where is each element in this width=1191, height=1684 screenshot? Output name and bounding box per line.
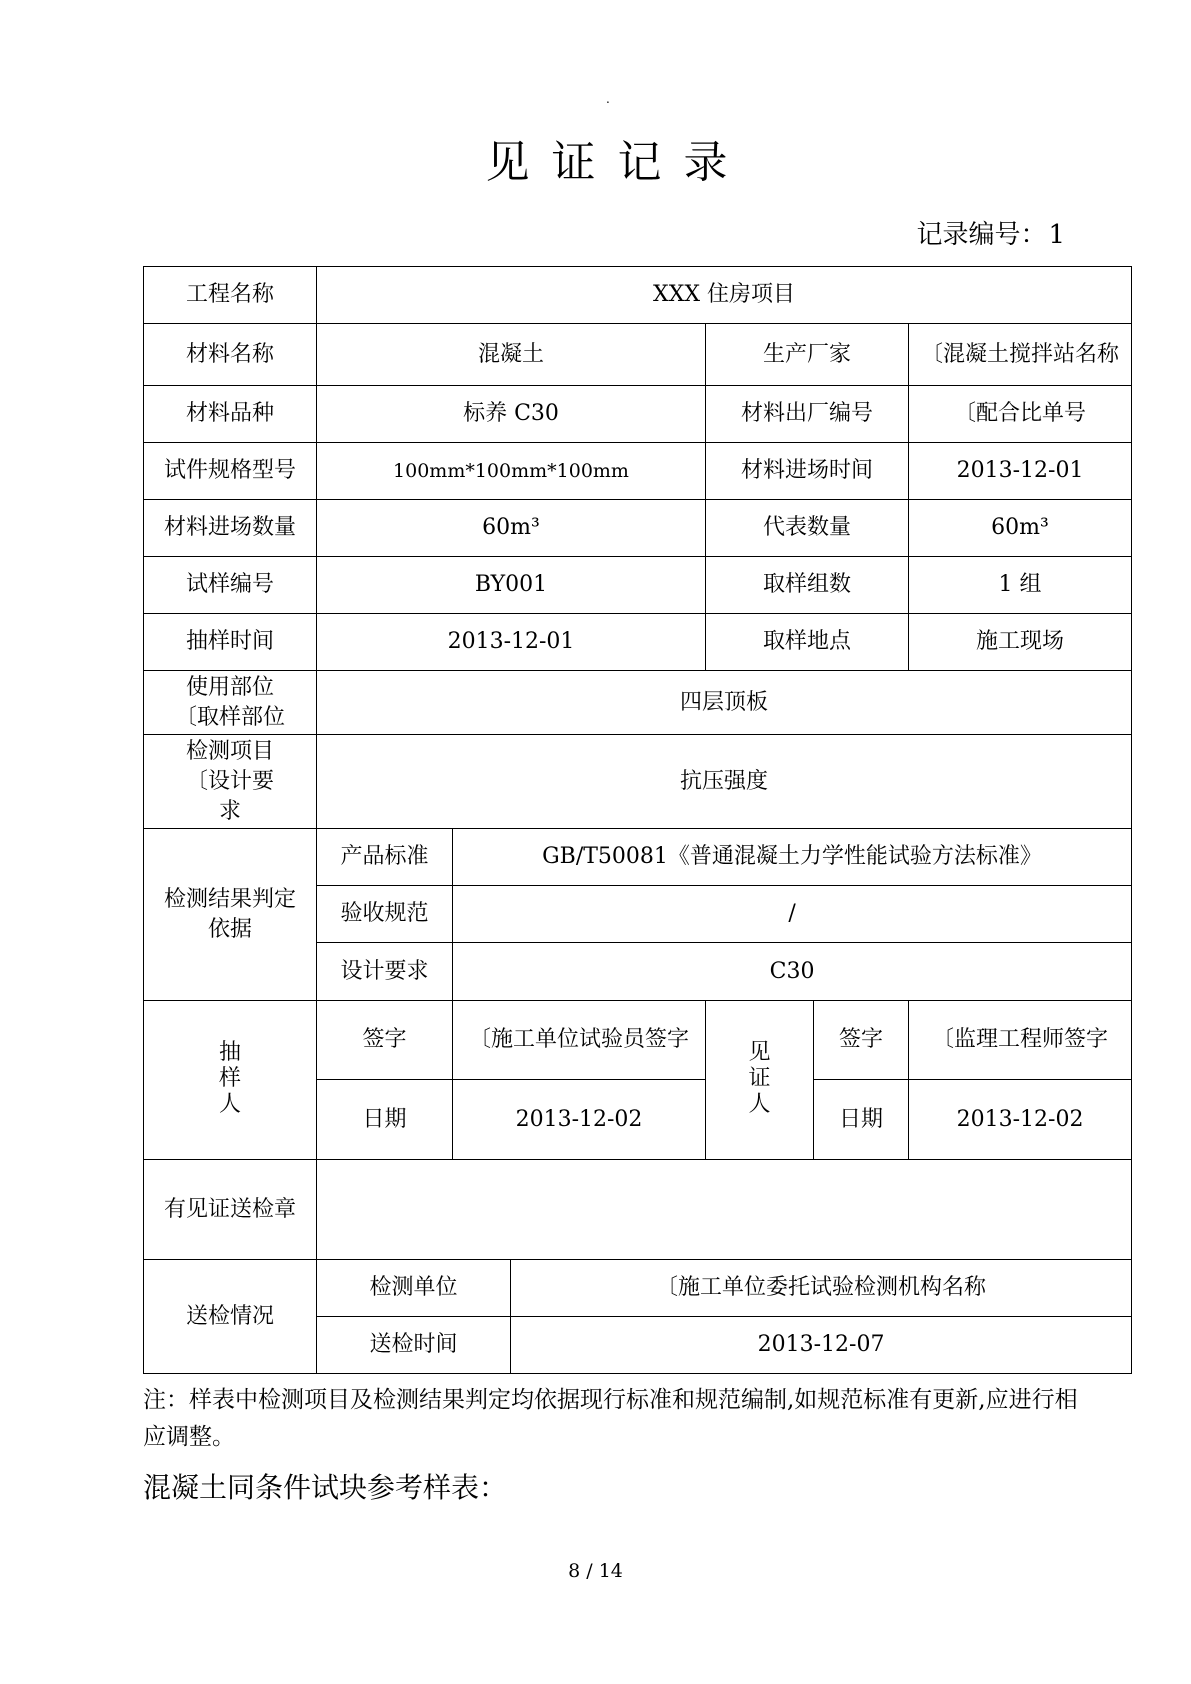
table-row xyxy=(144,324,1132,386)
spec: 100mm*100mm*100mm xyxy=(317,443,706,500)
sample-no: BY001 xyxy=(317,557,706,614)
sample-no-label: 试样编号 xyxy=(144,557,317,614)
usage: 四层顶板 xyxy=(317,671,1132,735)
table-row xyxy=(144,614,1132,671)
record-number-label: 记录编号： xyxy=(916,220,1047,250)
entry-qty: 60m³ xyxy=(317,500,706,557)
witness-cell xyxy=(706,1001,814,1160)
acceptance-label: 验收规范 xyxy=(317,886,453,943)
sampling-place-label: 取样地点 xyxy=(706,614,909,671)
table-row xyxy=(144,671,1132,735)
sampler-cell xyxy=(144,1001,317,1160)
table-row xyxy=(144,1160,1132,1260)
table-row xyxy=(144,829,1132,886)
design-req: C30 xyxy=(453,943,1132,1001)
test-item: 抗压强度 xyxy=(317,735,1132,829)
footnote: 注：样表中检测项目及检测结果判定均依据现行标准和规范编制,如规范标准有更新,应进行相应调整。 xyxy=(143,1387,1078,1450)
acceptance: / xyxy=(453,886,1132,943)
submit-time-label: 送检时间 xyxy=(317,1317,511,1374)
test-unit-label: 检测单位 xyxy=(317,1260,511,1317)
sampling-time: 2013-12-01 xyxy=(317,614,706,671)
sampler-label: 抽样人 xyxy=(218,1040,241,1117)
table-row xyxy=(144,267,1132,324)
section-heading: 混凝土同条件试块参考样表： xyxy=(143,1471,508,1504)
entry-time-label: 材料进场时间 xyxy=(706,443,909,500)
test-item-label: 检测项目〔设计要求 xyxy=(144,735,317,829)
variety-label: 材料品种 xyxy=(144,386,317,443)
table-row xyxy=(144,735,1132,829)
design-req-label: 设计要求 xyxy=(317,943,453,1001)
rep-qty: 60m³ xyxy=(909,500,1132,557)
product-std: GB/T50081《普通混凝土力学性能试验方法标准》 xyxy=(453,829,1132,886)
test-unit: 〔施工单位委托试验检测机构名称 xyxy=(511,1260,1132,1317)
material-name: 混凝土 xyxy=(317,324,706,386)
sampler-date-label: 日期 xyxy=(317,1080,453,1160)
product-std-label: 产品标准 xyxy=(317,829,453,886)
witness-date: 2013-12-02 xyxy=(909,1080,1132,1160)
table-row xyxy=(144,500,1132,557)
submission-label: 送检情况 xyxy=(144,1260,317,1374)
witness-date-label: 日期 xyxy=(814,1080,909,1160)
page-number: 8 / 14 xyxy=(568,1560,623,1582)
entry-time: 2013-12-01 xyxy=(909,443,1132,500)
witness-record-table xyxy=(143,266,1132,1374)
basis-label: 检测结果判定依据 xyxy=(144,829,317,1001)
table-row xyxy=(144,443,1132,500)
table-row xyxy=(144,386,1132,443)
project-name-label: 工程名称 xyxy=(144,267,317,324)
manufacturer: 〔混凝土搅拌站名称 xyxy=(909,324,1132,386)
sampling-place: 施工现场 xyxy=(909,614,1132,671)
manufacturer-label: 生产厂家 xyxy=(706,324,909,386)
variety: 标养 C30 xyxy=(317,386,706,443)
sampler-sign: 〔施工单位试验员签字 xyxy=(453,1001,706,1080)
record-number-value: 1 xyxy=(1048,220,1065,250)
material-name-label: 材料名称 xyxy=(144,324,317,386)
spec-label: 试件规格型号 xyxy=(144,443,317,500)
factory-no: 〔配合比单号 xyxy=(909,386,1132,443)
entry-qty-label: 材料进场数量 xyxy=(144,500,317,557)
project-name: XXX 住房项目 xyxy=(317,267,1132,324)
witness-label: 见证人 xyxy=(748,1040,771,1117)
sampler-date: 2013-12-02 xyxy=(453,1080,706,1160)
stamp-label: 有见证送检章 xyxy=(144,1160,317,1260)
sampler-sign-label: 签字 xyxy=(317,1001,453,1080)
table-row xyxy=(144,1260,1132,1317)
sampling-time-label: 抽样时间 xyxy=(144,614,317,671)
group-count: 1 组 xyxy=(909,557,1132,614)
stamp-area xyxy=(317,1160,1132,1260)
factory-no-label: 材料出厂编号 xyxy=(706,386,909,443)
header-dot: . xyxy=(606,92,610,106)
group-count-label: 取样组数 xyxy=(706,557,909,614)
witness-sign-label: 签字 xyxy=(814,1001,909,1080)
usage-label: 使用部位〔取样部位 xyxy=(144,671,317,735)
record-number xyxy=(914,214,1065,251)
table-row xyxy=(144,1001,1132,1080)
submit-time: 2013-12-07 xyxy=(511,1317,1132,1374)
witness-sign: 〔监理工程师签字 xyxy=(909,1001,1132,1080)
table-row xyxy=(144,557,1132,614)
rep-qty-label: 代表数量 xyxy=(706,500,909,557)
page-title: 见证记录 xyxy=(485,137,750,188)
